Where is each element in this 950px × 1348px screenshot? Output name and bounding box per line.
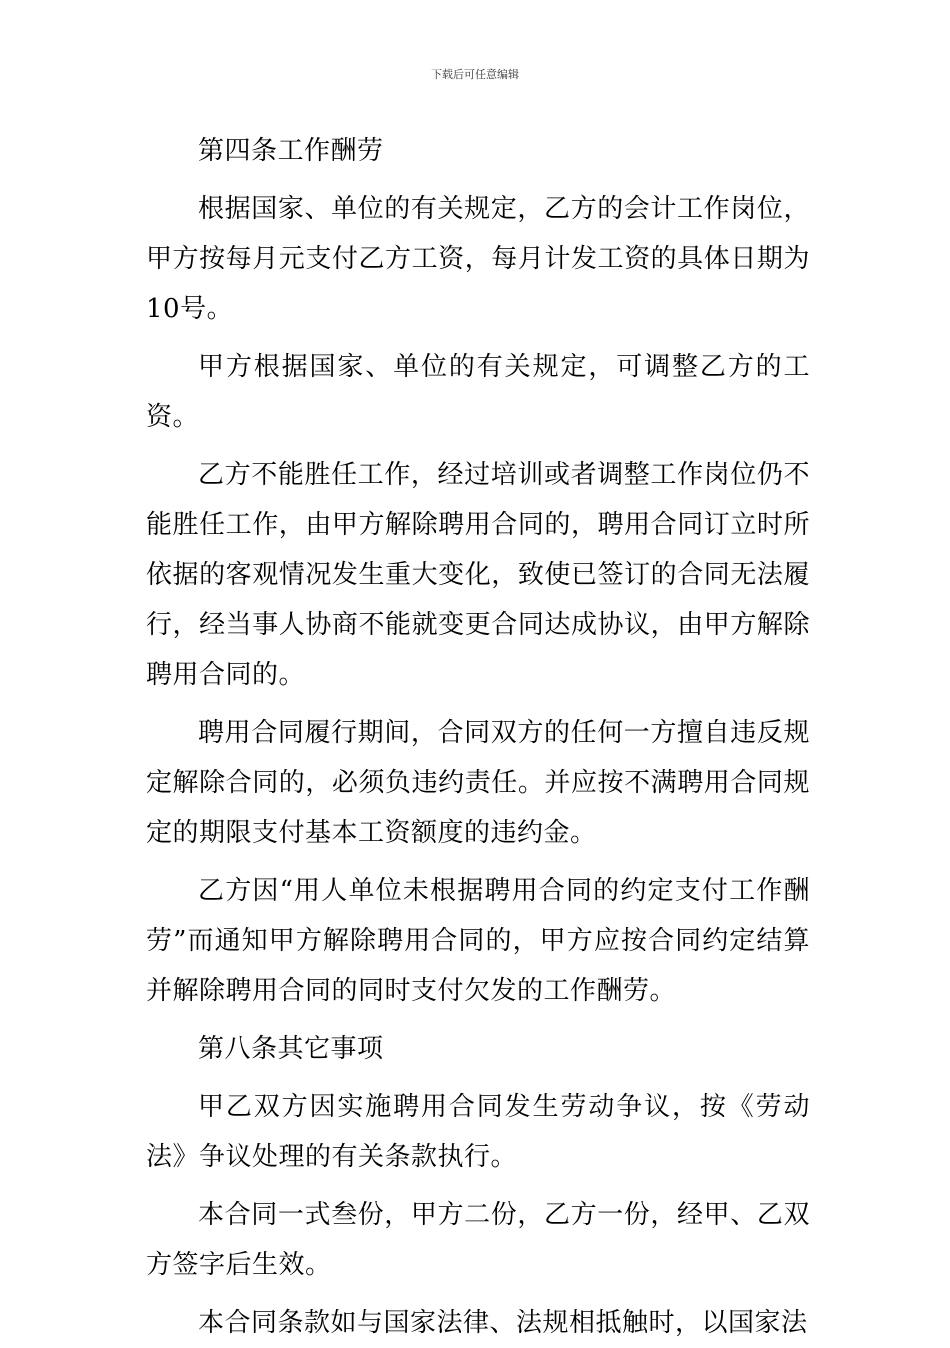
paragraph-copies: 本合同一式叁份，甲方二份，乙方一份，经甲、乙双方签字后生效。 — [146, 1200, 810, 1280]
paragraph-salary-adjust: 甲方根据国家、单位的有关规定，可调整乙方的工资。 — [146, 352, 810, 432]
paragraph-disputes: 甲乙双方因实施聘用合同发生劳动争议，按《劳动法》争议处理的有关条款执行。 — [146, 1092, 810, 1172]
paragraph-salary: 根据国家、单位的有关规定，乙方的会计工作岗位，甲方按每月元支付乙方工资，每月计发工资的具体日期为10号。 — [146, 194, 810, 324]
page-header-note: 下载后可任意编辑 — [431, 68, 519, 81]
paragraph-breach: 聘用合同履行期间，合同双方的任何一方擅自违反规定解除合同的，必须负违约责任。并应按不满聘用合同规定的期限支付基本工资额度的违约金。 — [146, 718, 810, 848]
paragraph-unpaid-wages: 乙方因“用人单位未根据聘用合同的约定支付工作酬劳”而通知甲方解除聘用合同的，甲方应按合同约定结算并解除聘用合同的同时支付欠发的工作酬劳。 — [146, 876, 810, 1006]
document-body — [146, 126, 810, 1348]
section-heading-4: 第四条工作酬劳 — [198, 136, 384, 166]
paragraph-termination: 乙方不能胜任工作，经过培训或者调整工作岗位仍不能胜任工作，由甲方解除聘用合同的，聘用合同订立时所依据的客观情况发生重大变化，致使已签订的合同无法履行，经当事人协商不能就变更合同达成协议，由甲方解除聘用合同的。 — [146, 460, 810, 690]
section-heading-8: 第八条其它事项 — [198, 1034, 384, 1064]
paragraph-law-conflict: 本合同条款如与国家法律、法规相抵触时，以国家法 — [198, 1308, 808, 1338]
